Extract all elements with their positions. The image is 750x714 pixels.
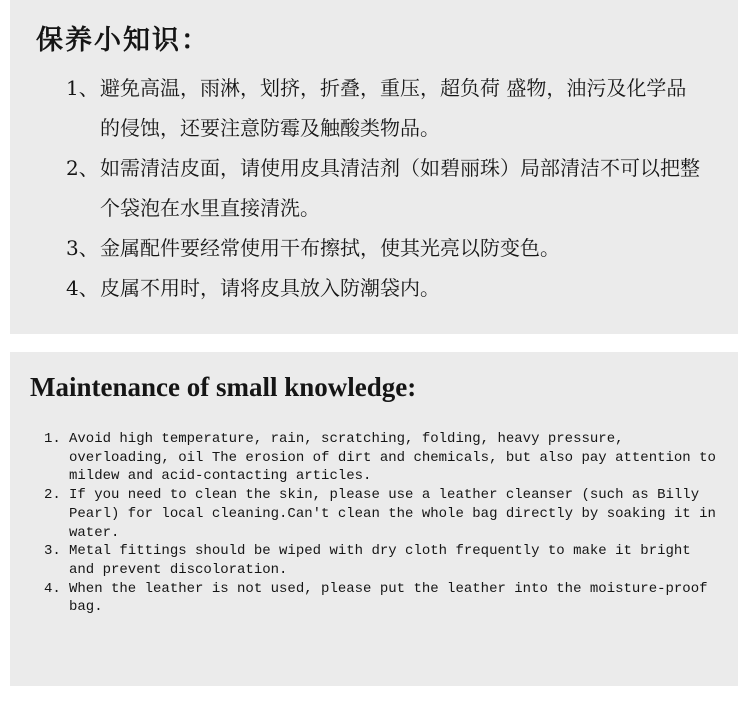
- en-list-item-3: [44, 542, 724, 579]
- en-list-item-4: [44, 580, 724, 617]
- en-list-item-2: [44, 486, 724, 542]
- cn-care-list: [66, 68, 706, 308]
- cn-list-item-3: [66, 228, 706, 268]
- cn-list-item-1: [66, 68, 706, 148]
- en-item-text: Avoid high temperature, rain, scratching, folding, heavy pressure, overloading, oil The erosion of dirt and chemicals, but also pay attention to mildew and acid-contacting articles.: [69, 431, 716, 485]
- cn-list-item-4: [66, 268, 706, 308]
- en-section-title: Maintenance of small knowledge:: [30, 372, 417, 402]
- en-item-number: 2.: [44, 487, 61, 504]
- cn-item-text: 金属配件要经常使用干布擦拭，使其光亮以防变色。: [100, 236, 560, 260]
- cn-item-text: 避免高温，雨淋，划挤，折叠，重压，超负荷 盛物，油污及化学品的侵蚀，还要注意防霉及触酸类物品。: [100, 76, 687, 140]
- cn-list-item-2: [66, 148, 706, 228]
- cn-item-number: 1、: [66, 76, 99, 100]
- en-item-text: When the leather is not used, please put the leather into the moisture-proof bag.: [69, 580, 708, 616]
- cn-item-number: 3、: [66, 236, 99, 260]
- english-care-panel: [10, 352, 738, 686]
- cn-section-title: 保养小知识：: [36, 25, 210, 56]
- en-care-list: [44, 430, 724, 617]
- chinese-care-panel: [10, 0, 738, 334]
- en-item-number: 3.: [44, 543, 61, 560]
- cn-item-number: 2、: [66, 156, 99, 180]
- en-item-number: 4.: [44, 580, 61, 597]
- cn-item-text: 皮属不用时，请将皮具放入防潮袋内。: [100, 276, 440, 300]
- en-list-item-1: [44, 430, 724, 486]
- cn-item-number: 4、: [66, 276, 99, 300]
- en-item-text: Metal fittings should be wiped with dry cloth frequently to make it bright and prevent discoloration.: [69, 543, 691, 578]
- en-item-number: 1.: [44, 431, 61, 447]
- en-item-text: If you need to clean the skin, please use a leather cleanser (such as Billy Pearl) for local cleaning.Can't clean the whole bag directly by soaking it in water.: [69, 487, 716, 541]
- cn-item-text: 如需清洁皮面，请使用皮具清洁剂（如碧丽珠）局部清洁不可以把整个袋泡在水里直接清洗。: [100, 156, 700, 220]
